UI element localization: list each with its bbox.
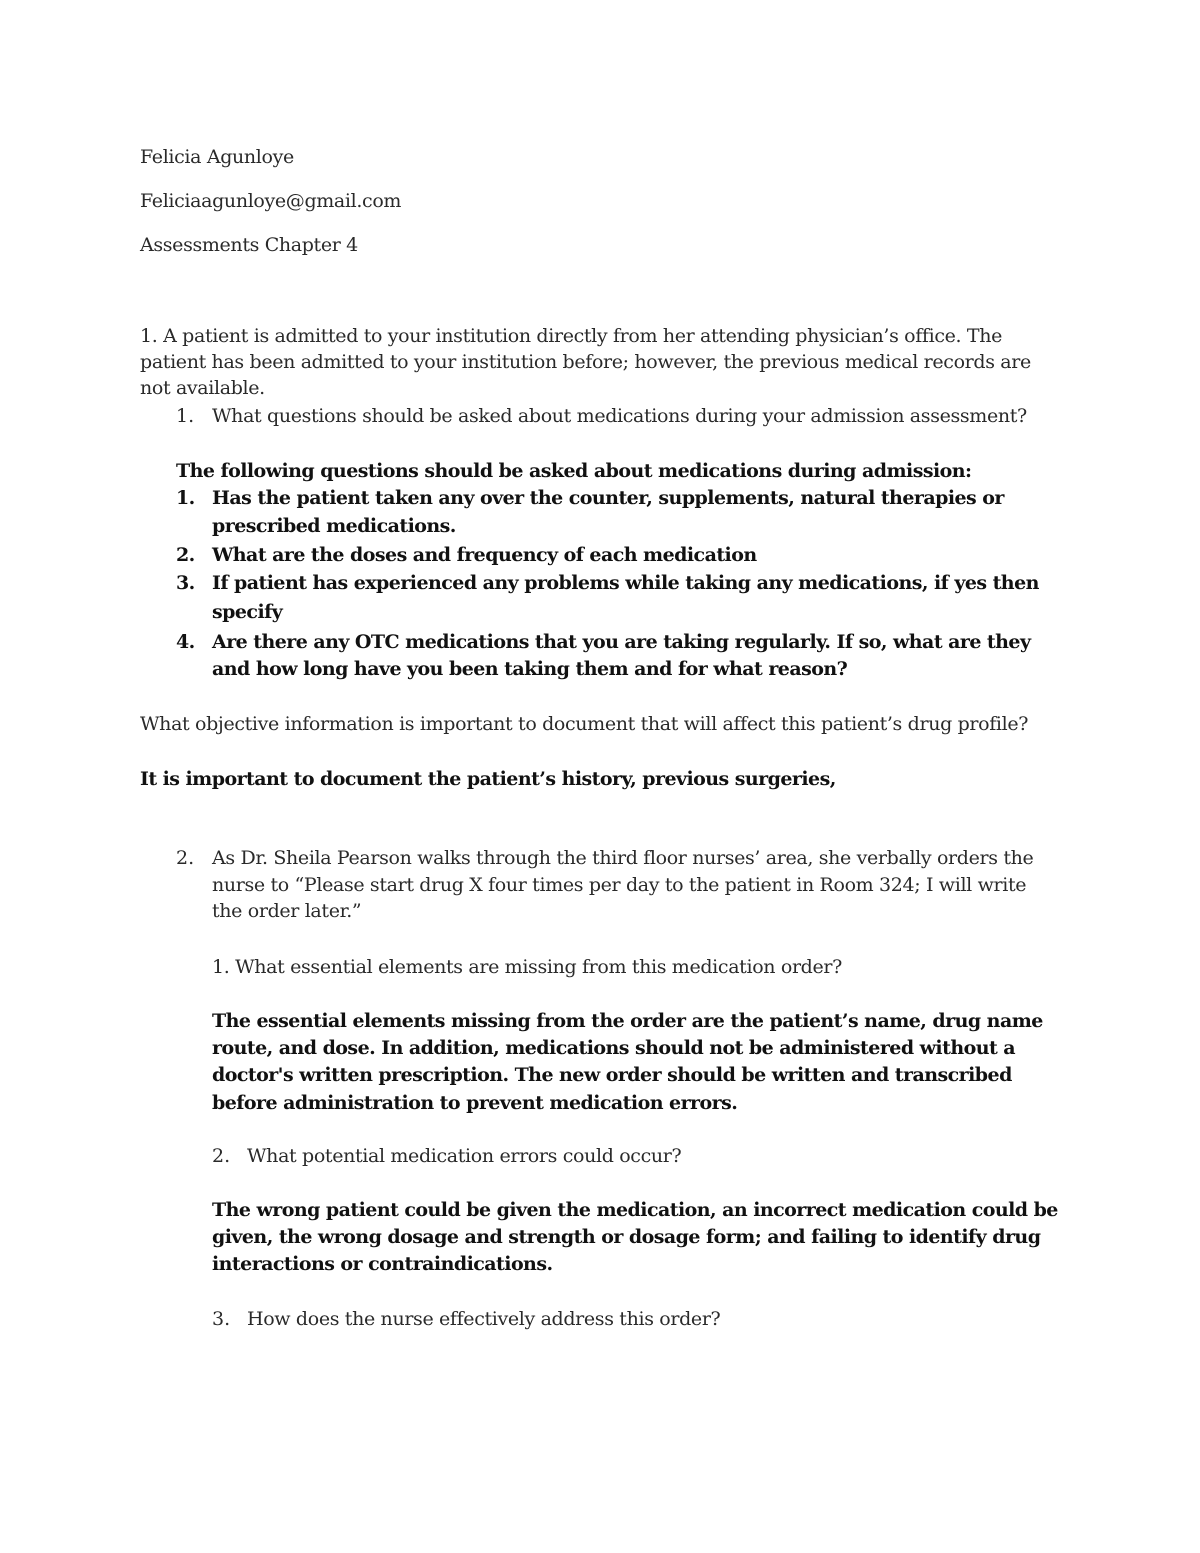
q2-sub3-text: How does the nurse effectively address this order? — [247, 1308, 721, 1330]
q1-answer-number: 1. — [176, 487, 195, 509]
q1-answer-number: 4. — [176, 631, 195, 653]
document-title: Assessments Chapter 4 — [140, 234, 358, 256]
q1-prompt-line: patient has been admitted to your institution before; however, the previous medical records are — [140, 351, 1031, 373]
q1-answer-line: If patient has experienced any problems while taking any medications, if yes then — [212, 572, 1039, 594]
q2-prompt-line: nurse to “Please start drug X four times per day to the patient in Room 324; I will write — [212, 874, 1027, 896]
q1-objective-question: What objective information is important to document that will affect this patient’s drug profile? — [140, 713, 1029, 735]
q1-answer-line: Has the patient taken any over the counter, supplements, natural therapies or — [212, 487, 1004, 509]
author-name: Felicia Agunloye — [140, 146, 294, 168]
q2-prompt-line: As Dr. Sheila Pearson walks through the third floor nurses’ area, she verbally orders the — [212, 847, 1034, 869]
q1-sub1-text: What questions should be asked about medications during your admission assessment? — [212, 405, 1027, 427]
q2-sub2-number: 2. — [212, 1145, 231, 1167]
q1-answer-line: specify — [212, 601, 283, 623]
q2-sub2-text: What potential medication errors could occur? — [247, 1145, 682, 1167]
q2-answer2-line: The wrong patient could be given the medication, an incorrect medication could be — [212, 1199, 1058, 1221]
q1-answer-line: Are there any OTC medications that you are taking regularly. If so, what are they — [212, 631, 1031, 653]
q2-number: 2. — [176, 847, 195, 869]
q2-answer1-line: The essential elements missing from the order are the patient’s name, drug name — [212, 1010, 1043, 1032]
q1-objective-answer: It is important to document the patient’s history, previous surgeries, — [140, 768, 836, 790]
q1-prompt-line: 1. A patient is admitted to your institution directly from her attending physician’s office. The — [140, 325, 1003, 347]
q2-prompt-line: the order later.” — [212, 900, 362, 922]
q1-answer-line: What are the doses and frequency of each medication — [212, 544, 757, 566]
q2-answer2-line: interactions or contraindications. — [212, 1253, 553, 1275]
q1-answer-number: 3. — [176, 572, 195, 594]
q1-answer-line: prescribed medications. — [212, 515, 456, 537]
q1-answer-intro: The following questions should be asked about medications during admission: — [176, 460, 972, 482]
q2-answer1-line: before administration to prevent medication errors. — [212, 1092, 738, 1114]
q2-sub3-number: 3. — [212, 1308, 231, 1330]
q1-answer-line: and how long have you been taking them and for what reason? — [212, 658, 848, 680]
author-email: Feliciaagunloye@gmail.com — [140, 190, 402, 212]
q1-prompt-line: not available. — [140, 377, 265, 399]
q2-sub1: 1. What essential elements are missing from this medication order? — [212, 956, 842, 978]
q2-answer2-line: given, the wrong dosage and strength or dosage form; and failing to identify drug — [212, 1226, 1041, 1248]
q1-answer-number: 2. — [176, 544, 195, 566]
q2-answer1-line: route, and dose. In addition, medications should not be administered without a — [212, 1037, 1016, 1059]
q1-sub1-number: 1. — [176, 405, 195, 427]
q2-answer1-line: doctor's written prescription. The new order should be written and transcribed — [212, 1064, 1012, 1086]
